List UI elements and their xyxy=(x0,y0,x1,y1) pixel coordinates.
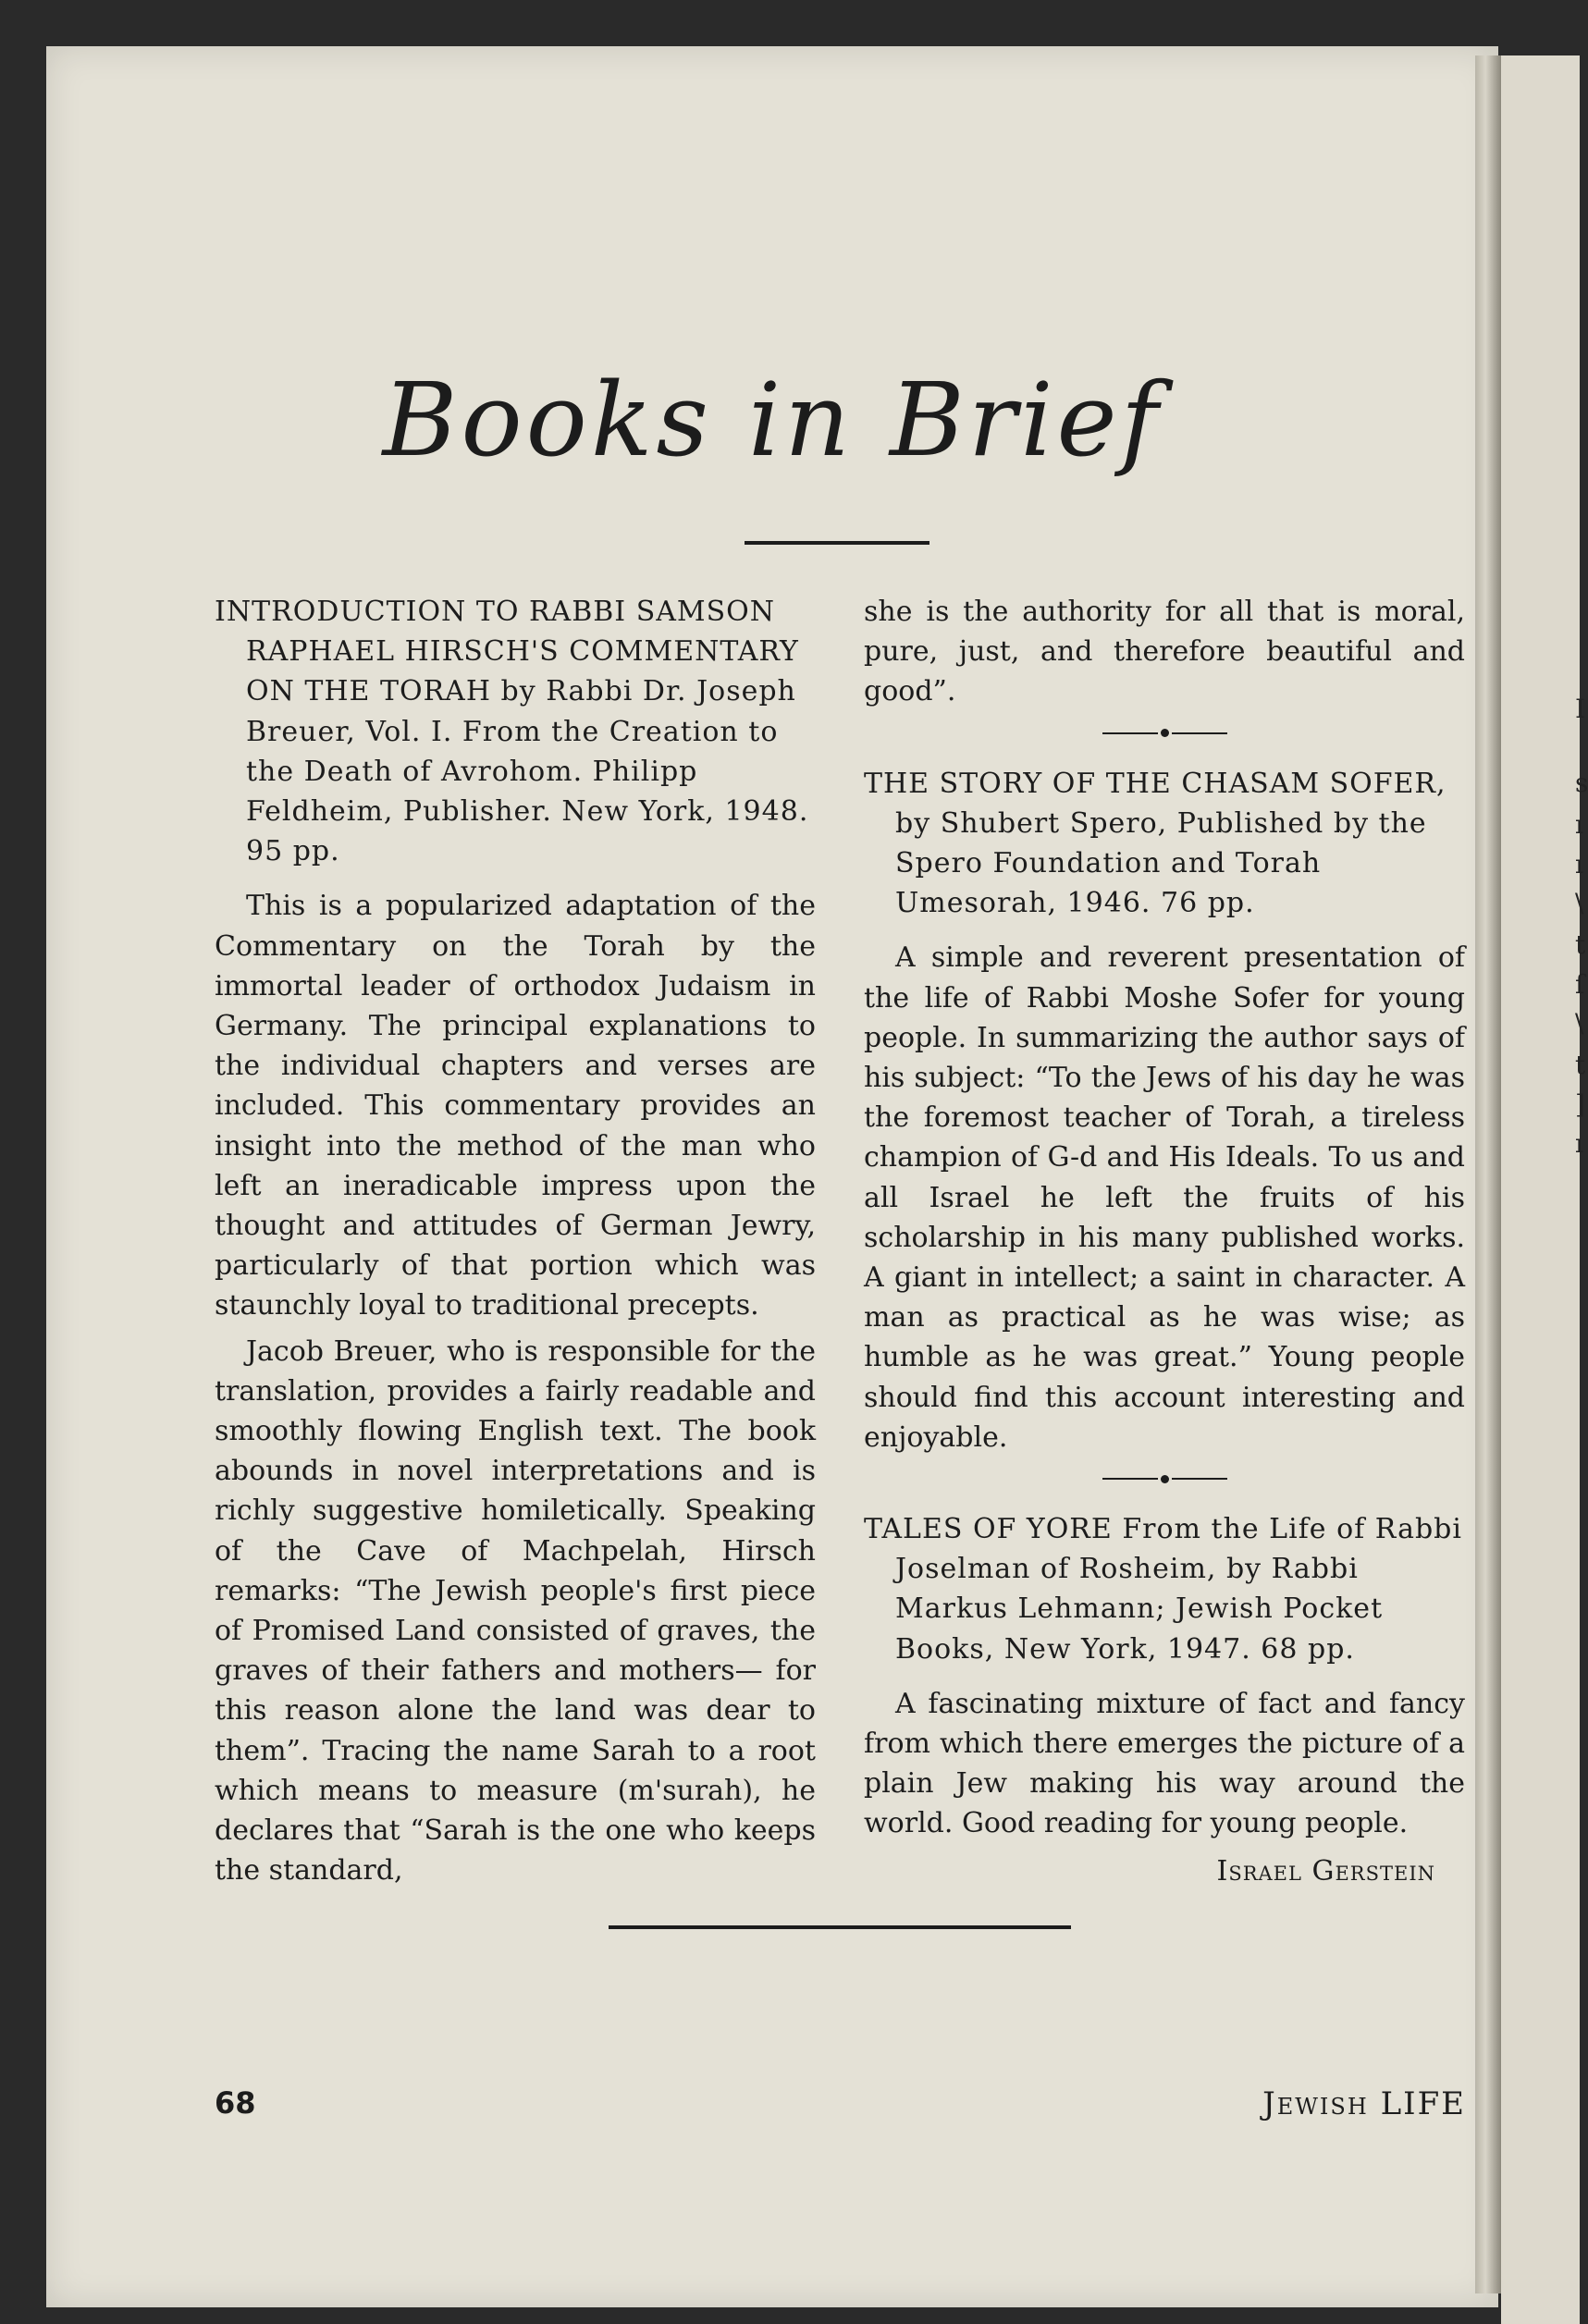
left-column xyxy=(215,592,816,1897)
author-signature: Israel Gerstein xyxy=(1216,1854,1435,1887)
next-page-fragment: ſ xyxy=(1575,969,1585,1000)
next-page-fragment: t xyxy=(1575,929,1586,960)
next-page-fragment: I xyxy=(1575,694,1586,724)
entry-paragraph: Jacob Breuer, who is responsible for the translation, provides a fairly readable and smoothly flowing English text. The book abounds in novel interpretations and is richly suggestive homiletically. Speaking of the Cave of Machpelah, Hirsch remarks: “The Jewish people's first piece of Promised Land consisted of graves, the graves of their fathers and mothers— for this reason alone the land was dear to them”. Tracing the name Sarah to a root which means to measure (m'surah), he declares that “Sarah is the one who keeps the standard, xyxy=(215,1334,816,1887)
entry-heading-tales-of-yore: TALES OF YORE From the Life of Rabbi Joselman of Rosheim, by Rabbi Markus Lehmann; Jewish Pocket Books, New York, 1947. 68 pp. xyxy=(864,1513,1462,1666)
book-gutter xyxy=(1475,55,1501,2293)
running-head: Jewish LIFE xyxy=(1262,2085,1466,2122)
entry-heading-hirsch-commentary: INTRODUCTION TO RABBI SAMSON RAPHAEL HIRSCH'S COMMENTARY ON THE TORAH by Rabbi Dr. Joseph Breuer, Vol. I. From the Creation to the Death of Avrohom. Philipp Feldheim, Publisher. New York, 1948. 95 pp. xyxy=(215,596,809,868)
entry-heading-chasam-sofer: THE STORY OF THE CHASAM SOFER, by Shubert Spero, Published by the Spero Foundation and Torah Umesorah, 1946. 76 pp. xyxy=(864,767,1446,920)
title-divider xyxy=(745,541,929,545)
next-page-fragment: ı xyxy=(1575,1128,1583,1159)
right-column xyxy=(864,592,1465,1891)
page-title: Books in Brief xyxy=(382,361,1163,479)
magazine-page xyxy=(46,46,1498,2307)
section-separator xyxy=(864,719,1465,747)
section-separator xyxy=(864,1465,1465,1493)
next-page-fragment: ı xyxy=(1575,849,1583,879)
entry-paragraph: A simple and reverent presentation of the life of Rabbi Moshe Sofer for young people. In summarizing the author says of his subject: “To the Jews of his day he was the foremost teacher of Torah, a tireless champion of G-d and His Ideals. To us and all Israel he left the fruits of his scholarship in his many published works. A giant in intellect; a saint in character. A man as practical as he was wise; as humble as he was great.” Young people should find this account interesting and enjoyable. xyxy=(864,941,1465,1454)
next-page-edge xyxy=(1501,55,1588,2324)
entry-paragraph-continued: she is the authority for all that is moral, pure, just, and therefore beautiful and good”. xyxy=(864,596,1465,708)
next-page-fragment: s xyxy=(1575,768,1588,798)
entry-paragraph: A fascinating mixture of fact and fancy from which there emerges the picture of a plain Jew making his way around the world. Good reading for young people. xyxy=(864,1687,1465,1840)
next-page-fragment: ı xyxy=(1575,809,1583,840)
next-page-fragment: ] xyxy=(1575,1089,1585,1120)
next-page-fragment: \ xyxy=(1575,888,1584,918)
bottom-divider xyxy=(609,1925,1071,1929)
next-page-fragment: t xyxy=(1575,1050,1586,1080)
page-number: 68 xyxy=(215,2085,256,2121)
next-page-fragment: \ xyxy=(1575,1008,1584,1039)
entry-paragraph: This is a popularized adaptation of the Commentary on the Torah by the immortal leader of orthodox Judaism in Germany. The principal explanations to the individual chapters and verses are included. This commentary provides an insight into the method of the man who left an ineradicable impress upon the thought and attitudes of German Jewry, particularly of that portion which was staunchly loyal to traditional precepts. xyxy=(215,890,816,1322)
